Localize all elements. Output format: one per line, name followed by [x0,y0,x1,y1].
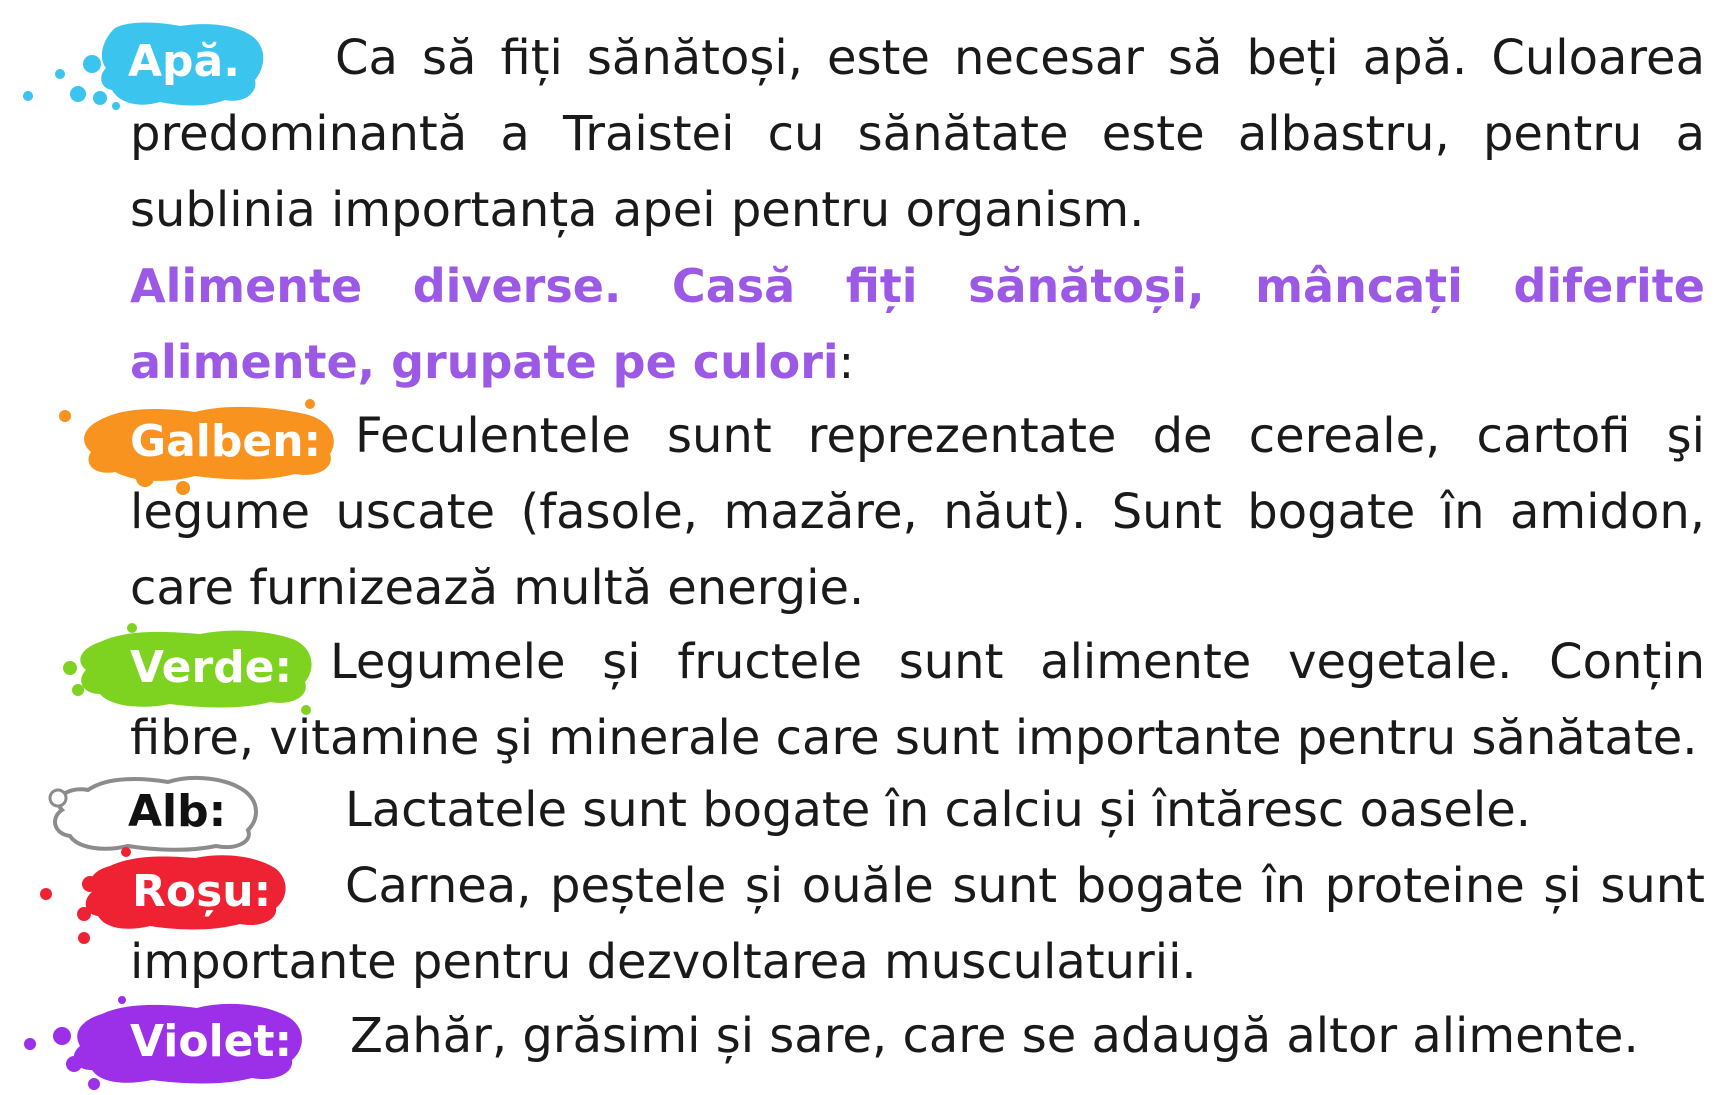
paragraph-rosu: Carnea, peștele și ouăle sunt bogate în proteine și sunt importante pentru dezvoltarea musculaturii. [130,858,1705,990]
heading-alimente-diverse [130,248,1705,400]
heading-colon: : [838,335,855,389]
paragraph-verde: Legumele și fructele sunt alimente vegetale. Conțin fibre, vitamine şi minerale care sunt importante pentru sănătate. [130,634,1705,766]
paragraph-galben: Feculentele sunt reprezentate de cereale, cartofi şi legume uscate (fasole, mazăre, năut). Sunt bogate în amidon, care furnizează multă energie. [130,408,1705,616]
paragraph-violet: Zahăr, grăsimi și sare, care se adaugă altor alimente. [350,1008,1639,1064]
label-alb-text: Alb: [128,786,227,837]
paragraph-apa: Ca să fiți sănătoși, este necesar să beți apă. Culoarea predominantă a Traistei cu sănătate este albastru, pentru a sublinia importanța apei pentru organism. [130,30,1705,238]
label-rosu-text: Roșu: [132,866,272,917]
label-apa-text: Apă. [128,36,240,87]
label-violet-text: Violet: [130,1016,293,1067]
paragraph-alb: Lactatele sunt bogate în calciu și întăresc oasele. [345,782,1531,838]
label-verde-text: Verde: [130,642,293,693]
label-galben-text: Galben: [130,416,322,467]
heading-text: Alimente diverse. Casă fiți sănătoși, mâncați diferite alimente, grupate pe culori [130,259,1705,389]
